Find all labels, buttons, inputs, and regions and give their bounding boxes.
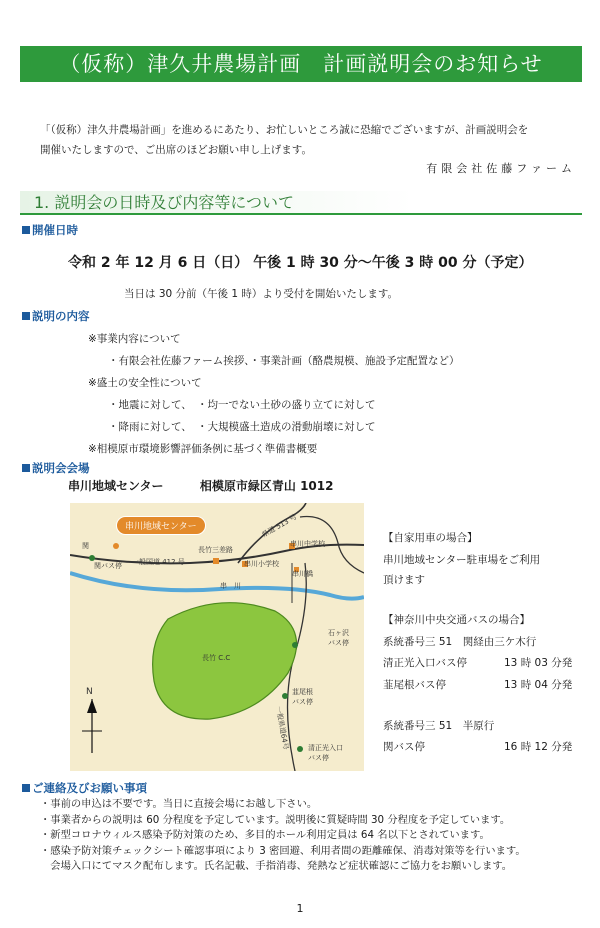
bus1-time2: 13 時 04 分発	[504, 679, 573, 691]
map-label-route64: 一般県道64号	[274, 705, 290, 751]
intro-line-1: 「（仮称）津久井農場計画」を進めるにあたり、お忙しいところ誠に恐縮でございますが、計画説明会を	[40, 124, 529, 136]
map-venue-badge: 串川地域センター	[116, 516, 206, 535]
map-label-seki-bus: 関バス停	[94, 562, 122, 570]
content-item: ※相模原市環境影響評価条例に基づく準備書概要	[88, 443, 318, 455]
map-label-route513: 県道 513 号	[260, 512, 299, 540]
bus1-stop1: 清正光入口バス停	[383, 657, 467, 669]
square-bullet-icon	[22, 784, 30, 792]
square-bullet-icon	[22, 464, 30, 472]
venue-subheading: 説明会会場	[22, 460, 90, 476]
map-label-kushikawa-kyo: 串川橋	[292, 570, 313, 578]
contact-item: ・事前の申込は不要です。当日に直接会場にお越し下さい。	[40, 798, 318, 810]
contact-item: ・感染予防対策チェックシート確認事項により 3 密回避、利用者間の距離確保、消毒対策等を行います。	[40, 844, 526, 857]
content-item: ※盛土の安全性について	[88, 377, 202, 389]
date-subheading: 開催日時	[22, 222, 78, 238]
square-bullet-icon	[22, 312, 30, 320]
bus1-time1: 13 時 03 分発	[504, 657, 573, 669]
content-item: ・有限会社佐藤ファーム挨拶、・事業計画（酪農規模、施設予定配置など）	[108, 355, 460, 367]
contact-list	[40, 797, 526, 875]
map-label-kushikawa-shogakko: 串川小学校	[244, 560, 279, 568]
contact-item: ・事業者からの説明は 60 分程度を予定しています。説明後に質疑時間 30 分程度を予定しています。	[40, 813, 511, 826]
car-heading: 【自家用車の場合】	[383, 532, 478, 544]
map-label-kushikawa-chugakko: 串川中学校	[290, 540, 325, 548]
date-note: 当日は 30 分前（午後 1 時）より受付を開始いたします。	[124, 288, 399, 300]
car-line-2: 頂けます	[383, 574, 425, 586]
section-1-heading: 1. 説明会の日時及び内容等について	[20, 191, 582, 215]
content-subheading: 説明の内容	[22, 308, 90, 324]
bus-heading: 【神奈川中央交通バスの場合】	[383, 614, 530, 626]
venue-line	[68, 477, 333, 494]
content-item: ・降雨に対して、 ・大規模盛土造成の滑動崩壊に対して	[108, 421, 376, 433]
page-number: 1	[296, 902, 304, 915]
map-label-seishoko-bus: 清正光入口 バス停	[308, 744, 343, 762]
page-title: （仮称）津久井農場計画 計画説明会のお知らせ	[20, 46, 582, 82]
map-label-ishigasawa-bus: 石ヶ沢 バス停	[328, 629, 349, 647]
venue-map	[70, 503, 364, 771]
venue-address: 相模原市緑区青山 1012	[199, 479, 334, 493]
intro-line-2: 開催いたしますので、ご出席のほどお願い申し上げます。	[40, 144, 312, 156]
bus1-stop2: 韮尾根バス停	[383, 679, 446, 691]
square-bullet-icon	[22, 226, 30, 234]
map-label-kushikawa: 串 川	[220, 582, 241, 590]
map-label-seki: 関	[82, 542, 89, 550]
date-main: 令和 2 年 12 月 6 日（日） 午後 1 時 30 分～午後 3 時 00 分（予定）	[68, 255, 533, 271]
map-label-north: N	[86, 687, 93, 697]
venue-name: 串川地域センター	[68, 479, 164, 493]
bus2-route: 系統番号三 51 半原行	[383, 720, 495, 732]
contact-item: 会場入口にてマスク配布します。氏名記載、手指消毒、発熱など症状確認にご協力をお願いします。	[40, 860, 513, 872]
content-item: ※事業内容について	[88, 333, 181, 345]
map-label-golf-course: 長竹 C.C	[202, 654, 231, 662]
contact-item: ・新型コロナウィルス感染予防対策のため、多目的ホール利用定員は 64 名以下とされています。	[40, 829, 490, 841]
car-line-1: 串川地域センター駐車場をご利用	[383, 554, 541, 566]
content-item: ・地震に対して、 ・均一でない土砂の盛り立てに対して	[108, 399, 376, 411]
company-name: 有限会社佐藤ファーム	[426, 162, 576, 175]
contact-subheading: ご連絡及びお願い事項	[22, 780, 147, 796]
bus2-time: 16 時 12 分発	[504, 741, 573, 753]
map-label-nagatake-sansaro: 長竹三差路	[198, 546, 233, 554]
map-label-nirao-bus: 韮尾根 バス停	[292, 688, 313, 706]
bus1-route: 系統番号三 51 関経由三ケ木行	[383, 636, 537, 648]
map-label-route412: 一般国道 412 号	[132, 558, 185, 566]
bus2-stop: 関バス停	[383, 741, 425, 753]
